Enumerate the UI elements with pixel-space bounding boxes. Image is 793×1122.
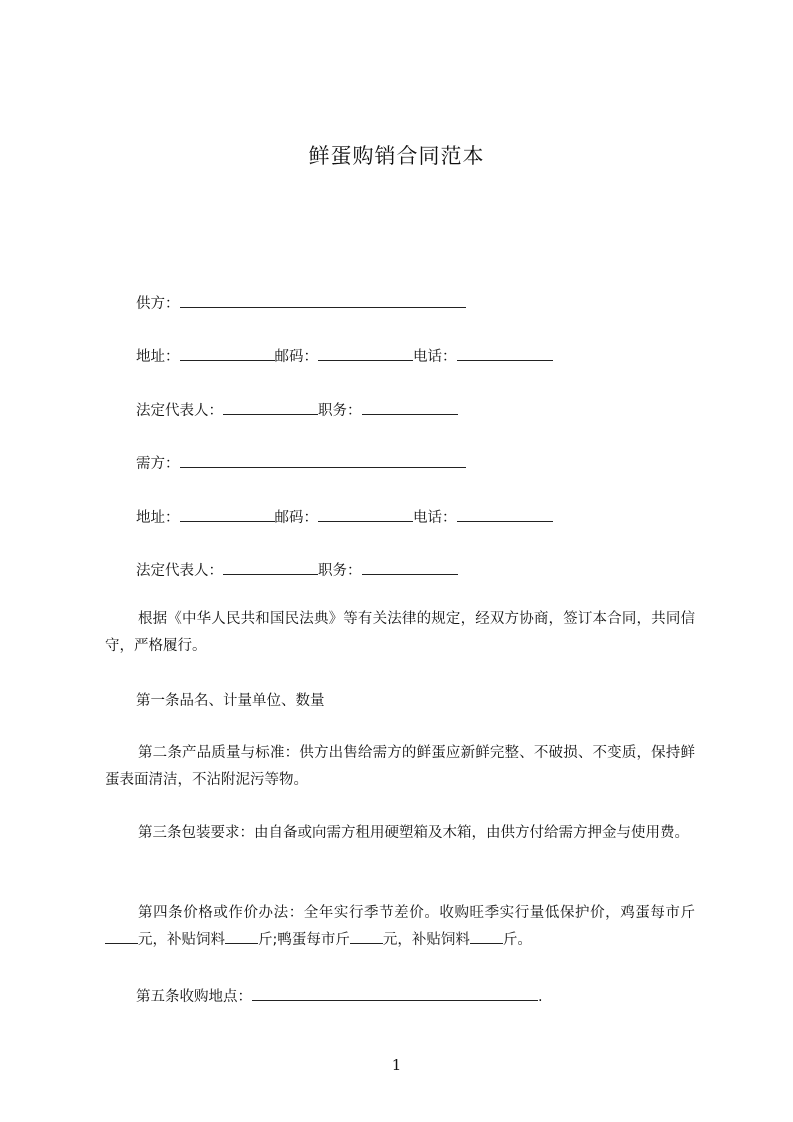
buyer-contact-line [136, 506, 553, 528]
supplier-address-label: 地址： [136, 349, 180, 365]
article-4 [105, 900, 695, 954]
duck-egg-price-blank[interactable] [350, 928, 383, 944]
supplier-address-blank[interactable] [180, 345, 275, 361]
buyer-postcode-label: 邮码： [274, 510, 318, 526]
article-2: 第二条产品质量与标准：供方出售给需方的鲜蛋应新鲜完整、不破损、不变质，保持鲜蛋表面清洁，不沾附泥污等物。 [105, 745, 695, 788]
purchase-location-blank[interactable] [252, 985, 538, 1001]
article-4-text-2: 元，补贴饲料 [138, 932, 225, 948]
supplier-name-label: 供方： [136, 296, 180, 312]
buyer-position-blank[interactable] [362, 559, 458, 575]
buyer-rep-line [136, 559, 458, 581]
buyer-phone-blank[interactable] [457, 506, 553, 522]
article-5-label: 第五条收购地点： [136, 989, 252, 1005]
buyer-position-label: 职务： [318, 563, 362, 579]
duck-feed-subsidy-blank[interactable] [470, 928, 503, 944]
article-4-text-4: 元，补贴饲料 [382, 932, 470, 948]
article-4-text-1: 第四条价格或作价办法：全年实行季节差价。收购旺季实行量低保护价，鸡蛋每市斤 [138, 905, 695, 921]
buyer-legal-rep-label: 法定代表人： [136, 563, 223, 579]
buyer-postcode-blank[interactable] [318, 506, 413, 522]
preamble-paragraph: 根据《中华人民共和国民法典》等有关法律的规定，经双方协商，签订本合同，共同信守，严格履行。 [105, 611, 695, 654]
supplier-legal-rep-blank[interactable] [223, 399, 318, 415]
supplier-postcode-label: 邮码： [274, 349, 318, 365]
supplier-name-blank[interactable] [180, 292, 466, 308]
supplier-rep-line [136, 399, 458, 421]
supplier-contact-line [136, 345, 553, 367]
supplier-position-label: 职务： [318, 403, 362, 419]
supplier-legal-rep-label: 法定代表人： [136, 403, 223, 419]
article-4-text-5: 斤。 [502, 932, 532, 948]
chicken-egg-price-blank[interactable] [105, 928, 138, 944]
chicken-feed-subsidy-blank[interactable] [225, 928, 258, 944]
page-number: 1 [391, 1056, 402, 1074]
article-3: 第三条包装要求：由自备或向需方租用硬塑箱及木箱，由供方付给需方押金与使用费。 [138, 825, 689, 841]
buyer-legal-rep-blank[interactable] [223, 559, 318, 575]
article-5 [136, 985, 543, 1007]
article-4-text-3: 斤;鸭蛋每市斤 [258, 932, 350, 948]
buyer-phone-label: 电话： [413, 510, 457, 526]
buyer-address-blank[interactable] [180, 506, 275, 522]
supplier-name-line [136, 292, 466, 314]
article-1: 第一条品名、计量单位、数量 [136, 693, 325, 709]
buyer-name-label: 需方： [136, 456, 180, 472]
supplier-position-blank[interactable] [362, 399, 458, 415]
supplier-postcode-blank[interactable] [318, 345, 413, 361]
buyer-address-label: 地址： [136, 510, 180, 526]
supplier-phone-label: 电话： [413, 349, 457, 365]
document-title: 鲜蛋购销合同范本 [308, 144, 485, 168]
buyer-name-line [136, 452, 466, 474]
buyer-name-blank[interactable] [180, 452, 466, 468]
supplier-phone-blank[interactable] [457, 345, 553, 361]
article-5-end: . [538, 989, 543, 1005]
